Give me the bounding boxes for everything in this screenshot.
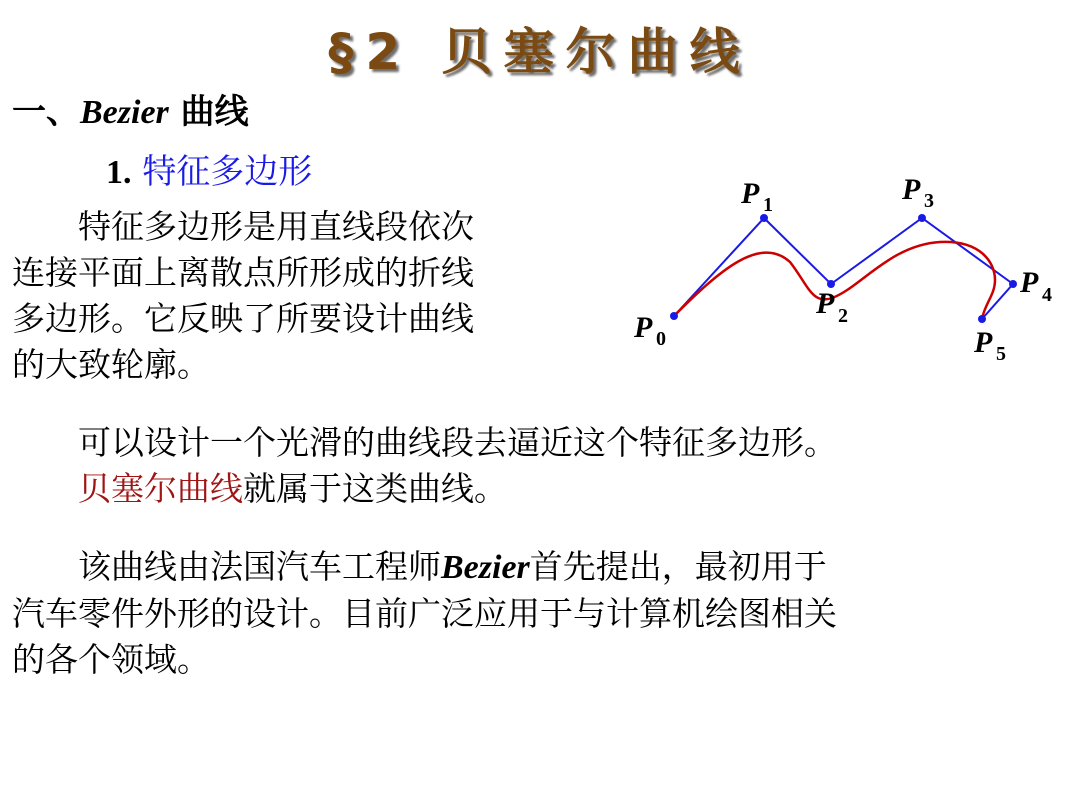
point-label-p3: P bbox=[902, 173, 921, 206]
point-marker-p3 bbox=[918, 214, 926, 222]
bezier-curve-term: 贝塞尔曲线 bbox=[78, 469, 243, 508]
point-sub-p1: 1 bbox=[763, 194, 773, 216]
subsection-number: 1. bbox=[106, 154, 132, 191]
paragraph-approximation: 可以设计一个光滑的曲线段去逼近这个特征多边形。 bbox=[12, 423, 837, 462]
point-marker-p0 bbox=[670, 312, 678, 320]
point-label-p1: P bbox=[741, 177, 760, 210]
point-label-p2: P bbox=[816, 287, 835, 320]
control-polygon bbox=[674, 218, 1013, 319]
section-name-zh: 曲线 bbox=[168, 92, 249, 132]
point-marker-p5 bbox=[978, 315, 986, 323]
point-sub-p3: 3 bbox=[924, 190, 934, 212]
page-title: §2 贝塞尔曲线 bbox=[328, 23, 752, 81]
section-prefix: 一、 bbox=[12, 92, 80, 132]
point-marker-p4 bbox=[1009, 280, 1017, 288]
paragraph4-rest: 汽车零件外形的设计。目前广泛应用于与计算机绘图相关 的各个领域。 bbox=[12, 594, 837, 679]
section-name-latin: Bezier bbox=[80, 94, 169, 131]
point-sub-p2: 2 bbox=[838, 305, 848, 327]
point-sub-p4: 4 bbox=[1042, 284, 1052, 306]
subsection-title: 特征多边形 bbox=[142, 152, 313, 192]
point-sub-p0: 0 bbox=[656, 328, 666, 350]
point-label-p5: P bbox=[974, 326, 993, 359]
point-labels bbox=[633, 173, 1052, 365]
paragraph-definition: 特征多边形是用直线段依次 连接平面上离散点所形成的折线 多边形。它反映了所要设计曲线 的大致轮廓。 bbox=[12, 207, 474, 384]
paragraph4-part2: 首先提出，最初用于 bbox=[529, 547, 827, 586]
paragraph4-part1: 该曲线由法国汽车工程师 bbox=[12, 547, 441, 586]
point-label-p4: P bbox=[1020, 266, 1039, 299]
bezier-name: Bezier bbox=[441, 549, 530, 586]
point-label-p0: P bbox=[634, 311, 653, 344]
paragraph3-rest: 就属于这类曲线。 bbox=[243, 469, 507, 508]
point-sub-p5: 5 bbox=[996, 343, 1006, 365]
